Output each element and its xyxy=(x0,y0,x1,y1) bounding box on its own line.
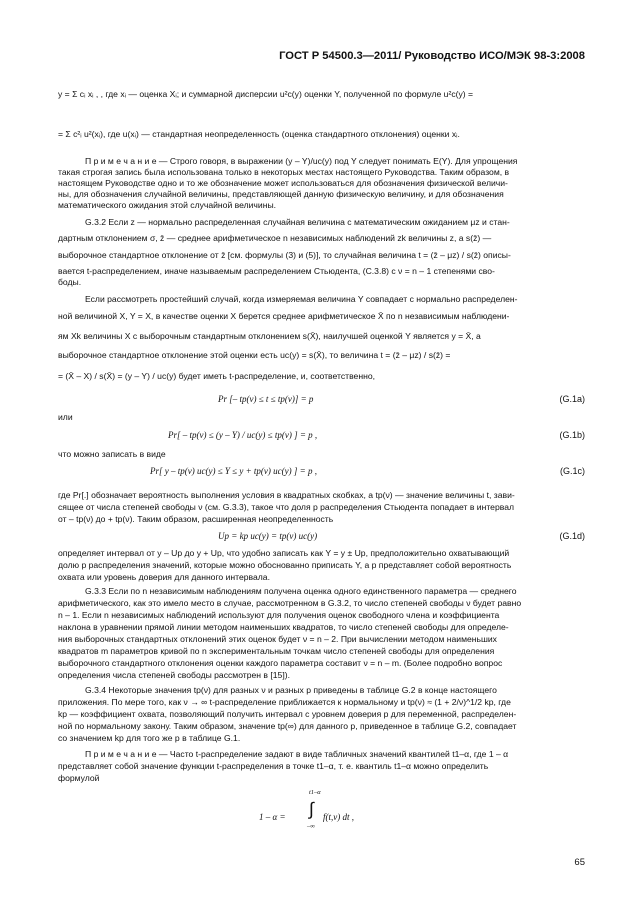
text-line: сящее от числа степеней свободы ν (см. G.3.3), такое что доля p распределения Стьюдента попадает в интервал xyxy=(58,502,514,512)
text-line: = (X̄ – X) / s(X̄) = (y – Y) / uc(y) будет иметь t-распределение, и, соответственно, xyxy=(58,371,375,381)
text-line: дартным отклонением σ, z̄ — среднее арифметическое n независимых наблюдений zk величины z, а s(z̄) — xyxy=(58,233,492,243)
text-line: наклона в уравнении прямой линии методом наименьших квадратов, то число степеней свободы для определе- xyxy=(58,622,509,632)
text-line: Если рассмотреть простейший случай, когда измеряемая величина Y совпадает с нормально распределен- xyxy=(85,294,518,304)
text-line: арифметического, как это имело место в случае, рассмотренном в G.3.2, то число степеней свободы ν будет равно xyxy=(58,598,522,608)
text-line: со значением kp для того же p в таблице G.1. xyxy=(58,733,241,743)
equation-number: (G.1d) xyxy=(559,531,585,541)
text-line: приложения. По мере того, как ν → ∞ t-распределение приближается к нормальному и tp(ν) ≈ (1 + 2/ν)^1/2 kp, где xyxy=(58,697,511,707)
text-line: ния выборочных стандартных отклонений этих оценок будет ν = n – 2. При вычислении методом наименьших xyxy=(58,634,497,644)
text-line: что можно записать в виде xyxy=(58,449,166,459)
text-line: П р и м е ч а н и е — Строго говоря, в выражении (y – Y)/uc(y) под Y следует понимать E(Y). Для упрощения xyxy=(85,156,518,166)
text-line: определения числа степеней свободы рассмотрен в [15]). xyxy=(58,670,290,680)
equation-row xyxy=(58,531,585,547)
integral-lower-limit: –∞ xyxy=(307,823,315,830)
text-line: формулой xyxy=(58,773,100,783)
text-line: представляет собой значение функции t-распределения в точке t1–α, т. е. квантиль t1–α можно определить xyxy=(58,761,489,771)
text-line: от – tp(ν) до + tp(ν). Таким образом, расширенная неопределенность xyxy=(58,514,334,524)
equation-row xyxy=(58,466,585,482)
integral-rhs: f(t,ν) dt , xyxy=(323,812,354,822)
text-line: настоящем Руководстве одно и то же обозначение может использоваться для обозначения физической величи- xyxy=(58,178,508,188)
text-line: ям Xk величины X с выборочным стандартным отклонением s(X̄), наилучшей оценкой Y является y = X̄, а xyxy=(58,331,481,341)
equation-row xyxy=(58,430,585,446)
integral-upper-limit: t1–α xyxy=(309,789,321,796)
integral-lhs: 1 – α = xyxy=(259,812,286,822)
text-line: долю p распределения значений, которые можно обоснованно приписать Y, а p представляет собой вероятность xyxy=(58,560,512,570)
equation-body: Pr[ y – tp(ν) uc(y) ≤ Y ≤ y + tp(ν) uc(y) ] = p , xyxy=(150,466,317,476)
text-line: n – 1. Если n независимых наблюдений используют для получения оценок свободного члена и коэффициента xyxy=(58,610,500,620)
equation-body: Pr[ – tp(ν) ≤ (y – Y) / uc(y) ≤ tp(ν) ] = p , xyxy=(168,430,318,440)
text-line: выборочного стандартного отклонения оценки каждого параметра составит ν = n – m. (Более подробно вопрос xyxy=(58,658,503,668)
page-number: 65 xyxy=(574,857,585,868)
text-line: y = Σ cᵢ xᵢ , , где xᵢ — оценка Xᵢ; и суммарной дисперсии u²c(y) оценки Y, полученной по формуле u²c(y) = xyxy=(58,89,474,99)
text-line: G.3.4 Некоторые значения tp(ν) для разных ν и разных p приведены в таблице G.2 в конце настоящего xyxy=(85,685,497,695)
text-line: определяет интервал от y – Up до y + Up, что удобно записать как Y = y ± Up, предположительно охватывающий xyxy=(58,548,510,558)
text-line: kp — коэффициент охвата, позволяющий получить интервал с уровнем доверия p для переменной, распределен- xyxy=(58,709,517,719)
text-line: выборочное стандартное отклонение этой оценки есть uc(y) = s(X̄), то величина t = (z̄ – μz) / s(z̄) = xyxy=(58,350,451,360)
text-line: G.3.2 Если z — нормально распределенная случайная величина с математическим ожиданием μz и стан- xyxy=(85,217,510,227)
equation-number: (G.1b) xyxy=(559,430,585,440)
text-line: ны, для обозначения случайной величины, представляющей данную физическую величину, и для обозначения xyxy=(58,189,504,199)
text-line: квадратов m параметров кривой по n экспериментальным точкам число степеней свободы для определения xyxy=(58,646,495,656)
text-line: ной величиной X, Y = X, в качестве оценки X берется среднее арифметическое X̄ по n независимым наблюдени- xyxy=(58,311,510,321)
text-line: выборочное стандартное отклонение от z̄ [см. формулы (3) и (5)], то случайная величина t = (z̄ – μz) / s(z̄) описы- xyxy=(58,250,511,260)
equation-body: Up = kp uc(y) = tp(ν) uc(y) xyxy=(218,531,318,541)
text-line: G.3.3 Если по n независимым наблюдениям получена оценка одного единственного параметра — среднего xyxy=(85,586,517,596)
text-line: вается t-распределением, иначе называемым распределением Стьюдента, (С.3.8) с ν = n – 1 степенями сво- xyxy=(58,266,495,276)
text-line: = Σ c²ᵢ u²(xᵢ), где u(xᵢ) — стандартная неопределенность (оценка стандартного отклонения) оценки xᵢ. xyxy=(58,129,460,139)
integral-sign: ∫ xyxy=(309,799,314,819)
equation-number: (G.1a) xyxy=(559,394,585,404)
equation-number: (G.1c) xyxy=(559,466,585,476)
running-header: ГОСТ Р 54500.3—2011/ Руководство ИСО/МЭК 98-3:2008 xyxy=(279,50,585,62)
text-line: охвата или уровень доверия для данного интервала. xyxy=(58,572,270,582)
equation-row xyxy=(58,394,585,410)
text-line: где Pr[.] обозначает вероятность выполнения условия в квадратных скобках, а tp(ν) — значение величины t, зави- xyxy=(58,490,515,500)
equation-body: Pr [– tp(ν) ≤ t ≤ tp(ν)] = p xyxy=(218,394,314,404)
text-line: П р и м е ч а н и е — Часто t-распределение задают в виде табличных значений квантилей t1–α, где 1 – α xyxy=(85,749,509,759)
text-line: математического ожидания этой случайной величины. xyxy=(58,200,277,210)
text-line: или xyxy=(58,412,73,422)
text-line: боды. xyxy=(58,277,82,287)
text-line: ной по нормальному закону. Таким образом, значение tp(∞) для данного p, приведенное в таблице G.2, совпадает xyxy=(58,721,517,731)
text-line: такая строгая запись была использована только в некоторых местах настоящего Руководства. Таким образом, в xyxy=(58,167,510,177)
